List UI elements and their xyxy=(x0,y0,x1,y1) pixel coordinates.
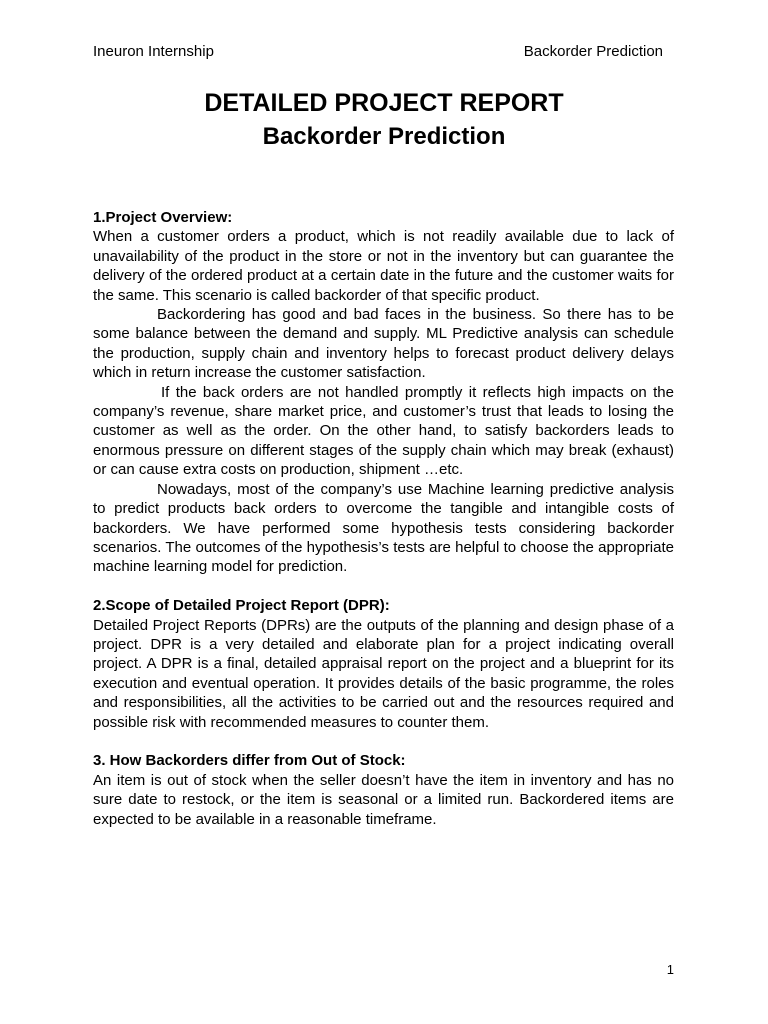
paragraph: Detailed Project Reports (DPRs) are the outputs of the planning and design phase of a project. DPR is a very detailed and elaborate plan for a project indicating overall project. A DPR is a final, detailed appraisal report on the project and a blueprint for its execution and eventual operation. It provides details of the basic programme, the roles and responsibilities, all the activities to be carried out and the resources required and possible risk with recommended measures to counter them. xyxy=(93,616,674,731)
spacer xyxy=(93,732,674,751)
page-header xyxy=(93,43,663,61)
section-backorder-vs-out-of-stock xyxy=(93,751,674,829)
title-block xyxy=(0,88,768,153)
document-subtitle: Backorder Prediction xyxy=(262,123,506,150)
paragraph: If the back orders are not handled promptly it reflects high impacts on the company’s revenue, share market price, and customer’s trust that leads to losing the customer as well as the order. On the other hand, to satisfy backorders leads to enormous pressure on different stages of the supply chain which may break (exhaust) or can cause extra costs on production, shipment …etc. xyxy=(93,383,674,479)
spacer xyxy=(93,577,674,596)
paragraph: Backordering has good and bad faces in the business. So there has to be some balance between the demand and supply. ML Predictive analysis can schedule the production, supply chain and inventory helps to forecast product delivery delays which in return increase the customer satisfaction. xyxy=(93,306,674,382)
section-dpr-scope xyxy=(93,596,674,732)
section-heading: 1.Project Overview: xyxy=(93,209,233,226)
header-left-text: Ineuron Internship xyxy=(93,43,214,60)
section-heading: 3. How Backorders differ from Out of Stock: xyxy=(93,752,406,770)
page-number: 1 xyxy=(666,962,674,977)
document-title: DETAILED PROJECT REPORT xyxy=(204,89,564,117)
header-right-text: Backorder Prediction xyxy=(523,43,663,60)
paragraph: When a customer orders a product, which is not readily available due to lack of unavailability of the product in the store or not in the inventory but can guarantee the delivery of the ordered product at a certain date in the future and the customer waits for the same. This scenario is called backorder of that specific product. xyxy=(93,228,674,304)
paragraph: Nowadays, most of the company’s use Machine learning predictive analysis to predict products back orders to overcome the tangible and intangible costs of backorders. We have performed some hypothesis tests considering backorder scenarios. The outcomes of the hypothesis’s tests are helpful to choose the appropriate machine learning model for prediction. xyxy=(93,480,674,576)
section-heading: 2.Scope of Detailed Project Report (DPR): xyxy=(93,597,390,615)
document-body xyxy=(93,208,674,829)
paragraph: An item is out of stock when the seller doesn’t have the item in inventory and has no sure date to restock, or the item is seasonal or a limited run. Backordered items are expected to be available in a reasonable timeframe. xyxy=(93,771,674,828)
section-project-overview xyxy=(93,208,674,577)
